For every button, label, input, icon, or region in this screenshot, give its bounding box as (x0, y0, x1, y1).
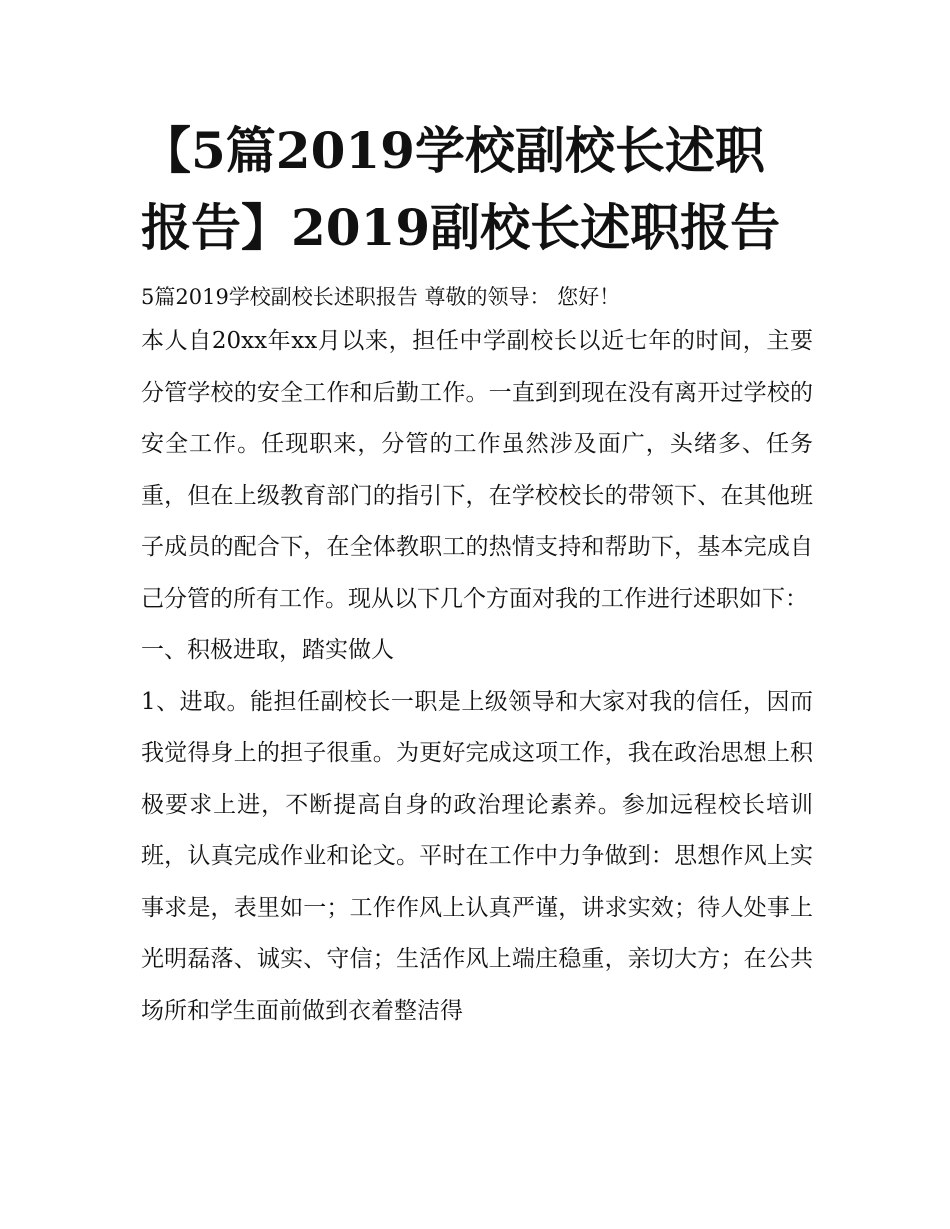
document-page (141, 112, 813, 1037)
paragraph-progress: 1、进取。能担任副校长一职是上级领导和大家对我的信任，因而我觉得身上的担子很重。为更好完成这项工作，我在政治思想上积极要求上进，不断提高自身的政治理论素养。参加远程校长培训班，认真完成作业和论文。平时在工作中力争做到：思想作风上实事求是，表里如一；工作作风上认真严谨，讲求实效；待人处事上光明磊落、诚实、守信；生活作风上端庄稳重，亲切大方；在公共场所和学生面前做到衣着整洁得 (141, 688, 813, 1024)
intro-line: 5篇2019学校副校长述职报告 尊敬的领导： 您好！ (141, 285, 621, 309)
document-title: 【5篇2019学校副校长述职报告】2019副校长述职报告 (141, 121, 781, 257)
section-heading-1: 一、积极进取，踏实做人 (141, 637, 394, 663)
paragraph-opening: 本人自20xx年xx月以来，担任中学副校长以近七年的时间，主要分管学校的安全工作和后勤工作。一直到到现在没有离开过学校的安全工作。任现职来，分管的工作虽然涉及面广，头绪多、任务重，但在上级教育部门的指引下，在学校校长的带领下、在其他班子成员的配合下，在全体教职工的热情支持和帮助下，基本完成自己分管的所有工作。现从以下几个方面对我的工作进行述职如下： (141, 328, 813, 612)
